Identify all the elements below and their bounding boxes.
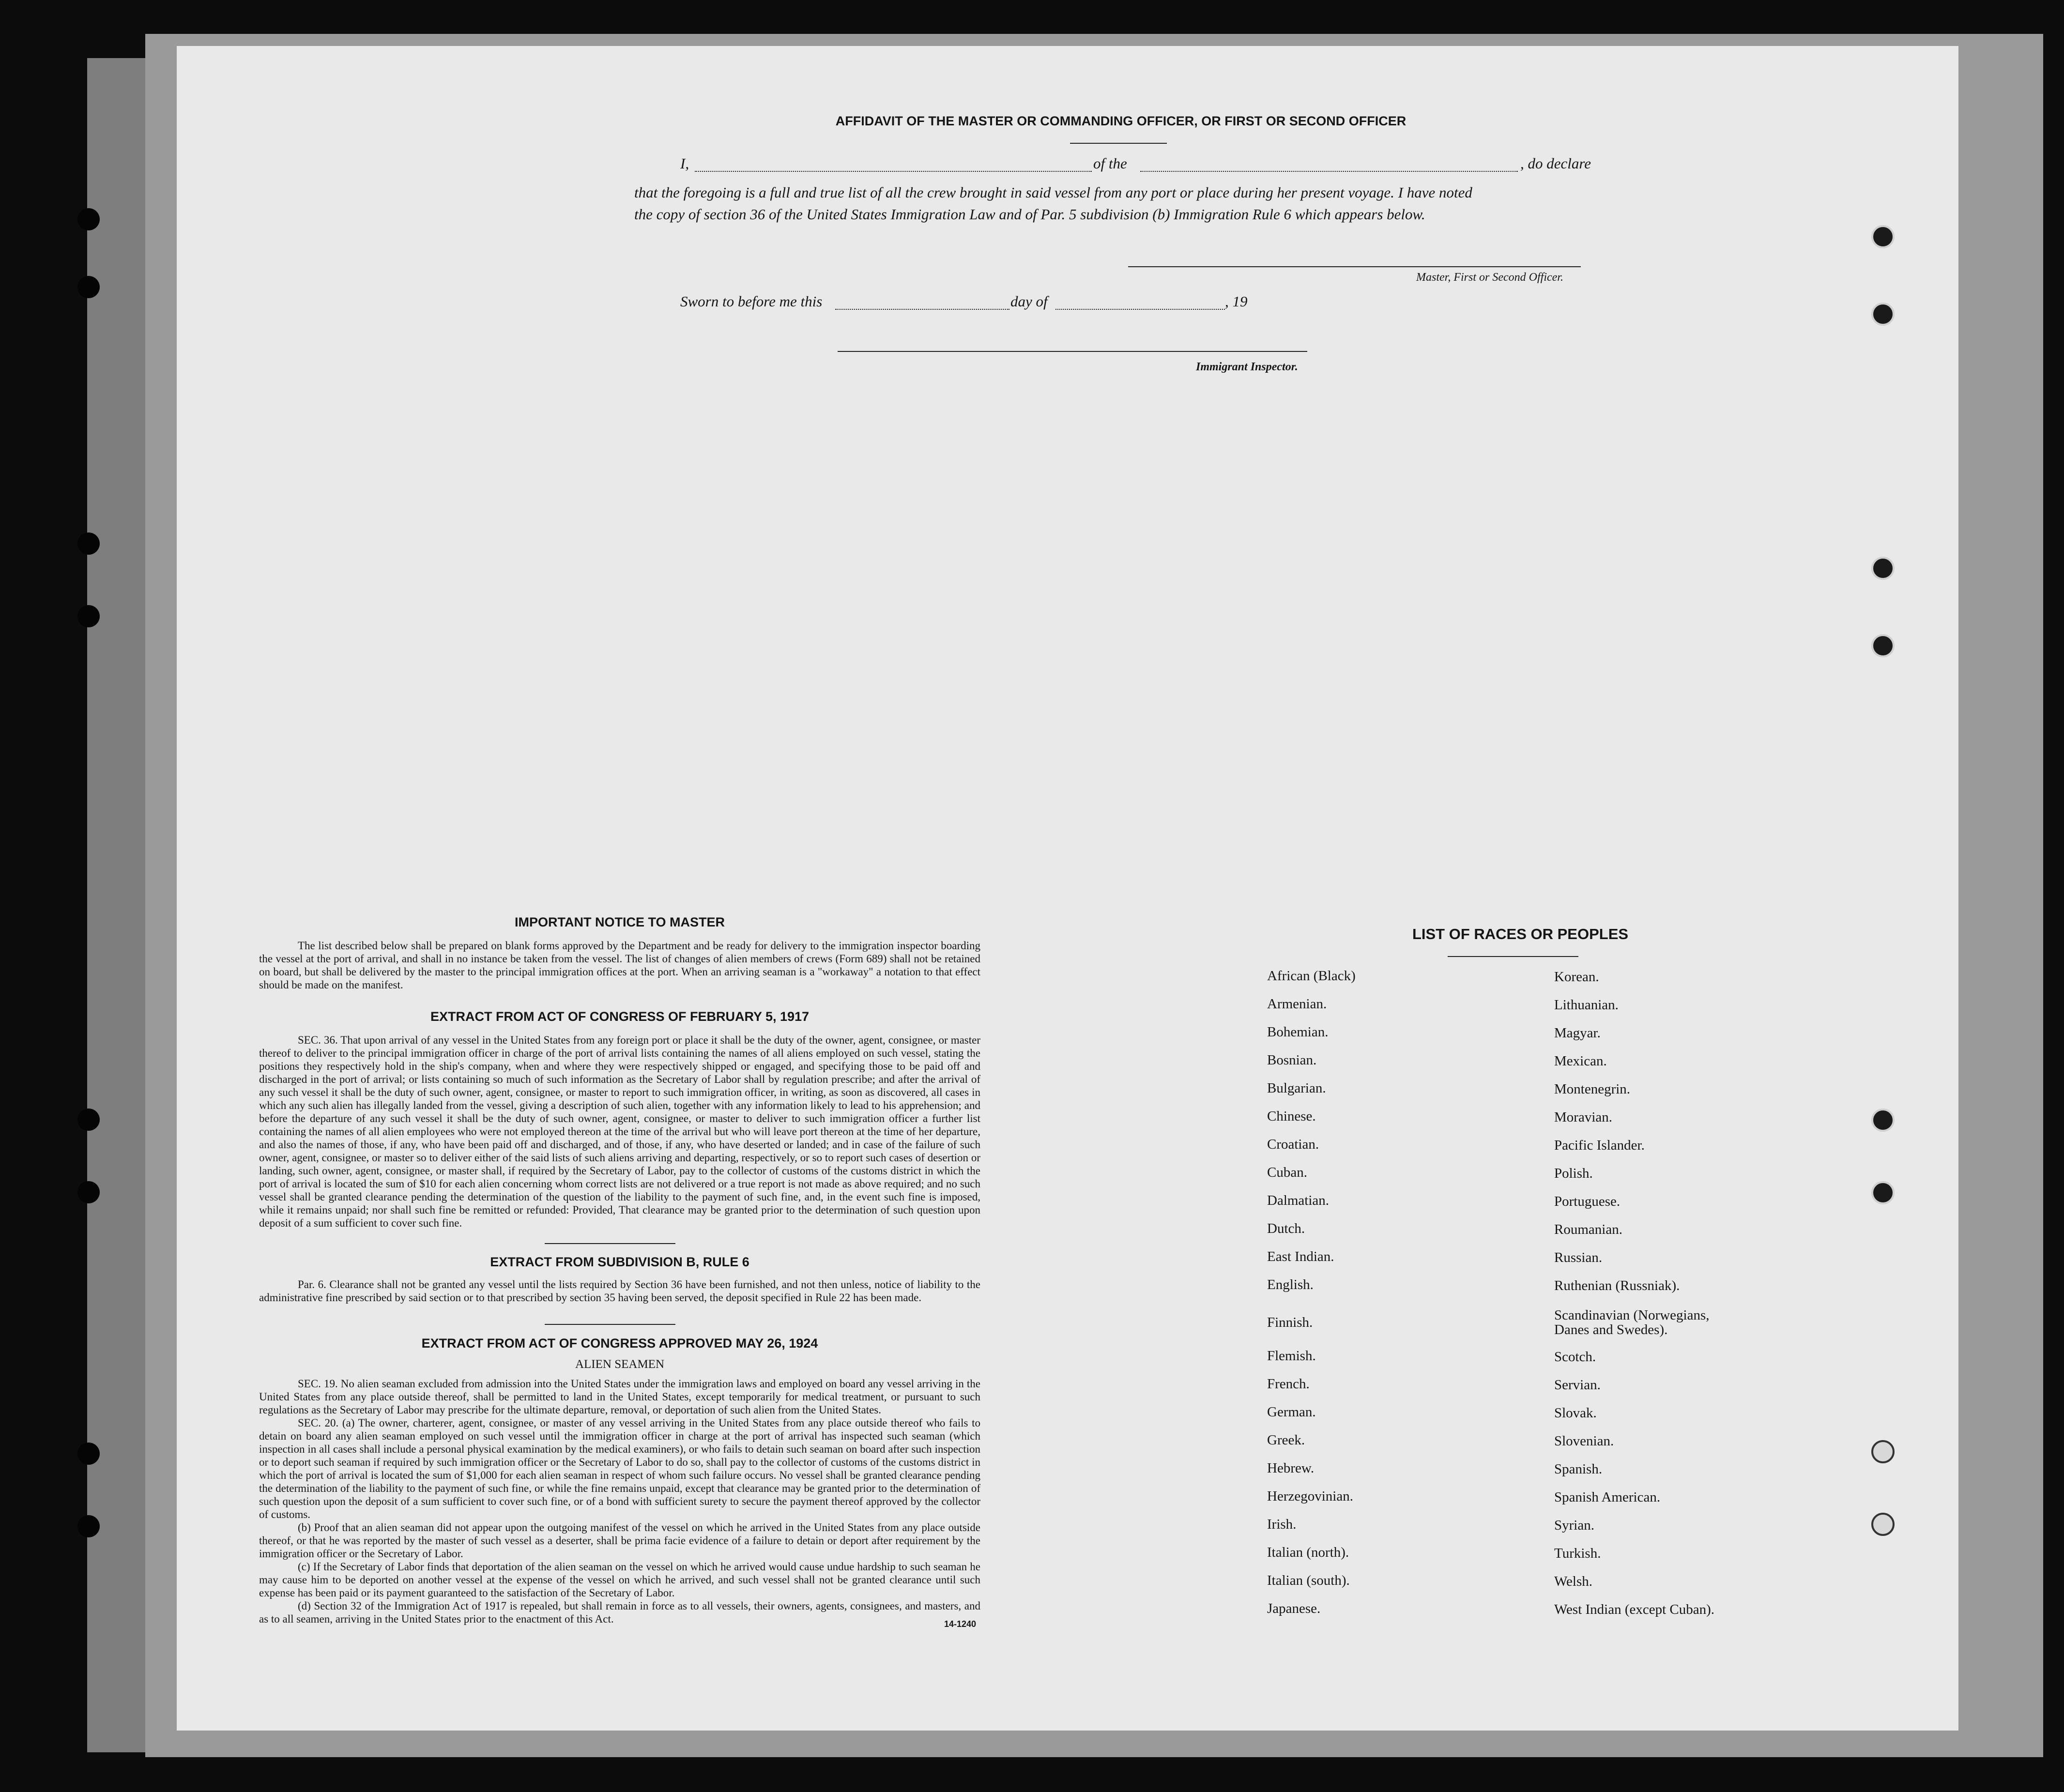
race-item: Spanish American. xyxy=(1554,1489,1661,1505)
notice-title: IMPORTANT NOTICE TO MASTER xyxy=(515,915,725,929)
of-the-label: of the xyxy=(1093,155,1127,172)
sworn-label: Sworn to before me this xyxy=(680,293,823,310)
inspector-label: Immigrant Inspector. xyxy=(1196,361,1298,373)
extract-1924-subtitle: ALIEN SEAMEN xyxy=(575,1358,664,1371)
race-item: Slovak. xyxy=(1554,1405,1597,1421)
extract-1924-p2: SEC. 20. (a) The owner, charterer, agent, consignee, or master of any vessel arriving in the United States from any place outside thereof who fails to detain on board any alien seaman employed on such vessel until the immigration officer in charge at the port of arrival has inspected such seaman (which inspection in all cases shall include a personal physical examination by the medical examiners), or who fails to detain such seaman on board after such inspection or to deport such seaman if required by such immigration officer or the Secretary of Labor to do so, shall pay to the collector of customs of the customs district in which the port of arrival is located the sum of $1,000 for each alien seaman in respect of whom such failure occurs. No vessel shall be granted clearance pending the determination of the liability to the payment of such fine, or while the fine remains unpaid, except that clearance may be granted prior to the determination of such question upon the deposit of a sum sufficient to cover such fine, or of a bond with sufficient surety to secure the payment thereof approved by the collector of customs. xyxy=(259,1417,980,1520)
section-rule xyxy=(545,1324,675,1325)
name-line xyxy=(695,171,1092,172)
race-item: Bohemian. xyxy=(1267,1024,1329,1040)
race-item: Portuguese. xyxy=(1554,1194,1621,1209)
race-item: Cuban. xyxy=(1267,1165,1307,1180)
title-rule xyxy=(1070,143,1167,144)
month-line xyxy=(1055,309,1225,310)
race-item: Turkish. xyxy=(1554,1546,1601,1561)
race-item: Irish. xyxy=(1267,1517,1297,1532)
binder-hole xyxy=(77,1109,100,1131)
binder-hole xyxy=(77,208,100,230)
rule6-text: Par. 6. Clearance shall not be granted any vessel until the lists required by Section 36 have been furnished, and not then unless, notice of liability to the administrative fine prescribed by said section or to that prescribed by section 35 having been served, the deposit specified in Rule 22 has been made. xyxy=(259,1278,980,1304)
race-item: Armenian. xyxy=(1267,996,1327,1012)
vessel-line xyxy=(1140,171,1518,172)
race-item: Scandinavian (Norwegians, Danes and Swedes). xyxy=(1554,1307,1710,1337)
race-item: Flemish. xyxy=(1267,1348,1316,1364)
race-item: Polish. xyxy=(1554,1166,1593,1181)
race-item: Syrian. xyxy=(1554,1518,1594,1533)
races-rule xyxy=(1448,956,1578,957)
extract-1917-text: SEC. 36. That upon arrival of any vessel in the United States from any foreign port or place it shall be the duty of the owner, agent, consignee, or master thereof to deliver to the principal immigration officer in charge of the port of arrival lists containing the names of all aliens employed on such vessel, stating the positions they respectively hold in the ship's company, when and where they were respectively shipped or engaged, and specifying those to be paid off and discharged in the port of arrival; or lists containing so much of such information as the Secretary of Labor shall by regulation prescribe; and after the arrival of any such vessel it shall be the duty of such owner, agent, consignee, or master to report to such immigration officer, in writing, as soon as discovered, all cases in which any such alien has illegally landed from the vessel, giving a description of such alien, together with any information likely to lead to his apprehension; and before the departure of any such vessel it shall be the duty of such owner, agent, consignee, or master to deliver to such immigration officer a further list containing the names of all alien employees who were not employed thereon at the time of the arrival but who will leave port thereon at the time of her departure, and also the names of those, if any, who have been paid off and discharged, and of those, if any, who have deserted or landed; and in case of the failure of such owner, agent, consignee, or master so to deliver either of the said lists of such aliens arriving and departing, respectively, or so to report such cases of desertion or landing, such owner, agent, consignee, or master shall, if required by the Secretary of Labor, pay to the collector of customs of the customs district in which the port of arrival is located the sum of $10 for each alien concerning whom correct lists are not delivered or a true report is not made as above required; and no such vessel shall be granted clearance pending the determination of the question of the liability to the payment of such fine, and, in the event such fine is imposed, while it remains unpaid; nor shall such fine be remitted or refunded: Provided, That clearance may be granted prior to the determination of such question upon deposit of a sum sufficient to cover such fine. xyxy=(259,1034,980,1229)
notice-text: The list described below shall be prepared on blank forms approved by the Department and be ready for delivery to the immigration inspector boarding the vessel at the port of arrival, and shall in no instance be taken from the vessel. The list of changes of alien members of crews (Form 689) shall not be retained on board, but shall be delivered by the master to the principal immigration offices at the port. When an arriving seaman is a "workaway" a notation to that effect should be made on the manifest. xyxy=(259,940,980,991)
race-item: Roumanian. xyxy=(1554,1222,1622,1237)
year-label: , 19 xyxy=(1225,293,1248,310)
race-item: Lithuanian. xyxy=(1554,997,1619,1013)
race-item: Mexican. xyxy=(1554,1053,1607,1069)
ring-hole xyxy=(1871,634,1895,657)
binder-hole xyxy=(77,605,100,627)
race-item: Slovenian. xyxy=(1554,1433,1614,1449)
extract-1924-title: EXTRACT FROM ACT OF CONGRESS APPROVED MAY 26, 1924 xyxy=(421,1336,818,1351)
race-item: Finnish. xyxy=(1267,1315,1313,1330)
races-title: LIST OF RACES OR PEOPLES xyxy=(1412,926,1629,942)
race-item: Scotch. xyxy=(1554,1349,1596,1365)
binder-hole xyxy=(77,276,100,298)
binder-hole xyxy=(77,532,100,555)
i-label: I, xyxy=(680,155,689,172)
race-item: Italian (south). xyxy=(1267,1573,1350,1588)
race-item: Hebrew. xyxy=(1267,1460,1315,1476)
affidavit-line-3: the copy of section 36 of the United States Immigration Law and of Par. 5 subdivision (b) Immigration Rule 6 which appears below. xyxy=(634,206,1425,223)
race-item: English. xyxy=(1267,1277,1314,1292)
extract-1924-p3: (b) Proof that an alien seaman did not appear upon the outgoing manifest of the vessel on which he arrived in the United States from any place outside thereof, or that he was reported by the master of such vessel as a deserter, shall be prima facie evidence of a failure to detain or deport after requirement by the immigration officer or the Secretary of Labor. xyxy=(259,1521,980,1560)
signature-label: Master, First or Second Officer. xyxy=(1416,271,1563,284)
ring-hole xyxy=(1871,1109,1895,1132)
extract-1917-title: EXTRACT FROM ACT OF CONGRESS OF FEBRUARY 5, 1917 xyxy=(430,1009,810,1024)
inspector-line xyxy=(838,351,1307,352)
race-item: Greek. xyxy=(1267,1432,1305,1448)
ring-hole xyxy=(1871,557,1895,580)
race-item: Spanish. xyxy=(1554,1461,1603,1477)
race-item: Herzegovinian. xyxy=(1267,1488,1353,1504)
ring-hole xyxy=(1871,303,1895,326)
extract-1924-p4: (c) If the Secretary of Labor finds that deportation of the alien seaman on the vessel on which he arrived would cause undue hardship to such seaman he may cause him to be deported on another vessel at the expense of the vessel on which he arrived, and such vessel shall not be granted clearance until such expense has been paid or its payment guaranteed to the satisfaction of the Secretary of Labor. xyxy=(259,1561,980,1599)
race-item: Moravian. xyxy=(1554,1109,1612,1125)
ring-hole xyxy=(1871,225,1895,248)
race-item: Bulgarian. xyxy=(1267,1080,1326,1096)
race-item: Japanese. xyxy=(1267,1601,1321,1616)
rule6-title: EXTRACT FROM SUBDIVISION B, RULE 6 xyxy=(490,1255,749,1269)
race-item: Dalmatian. xyxy=(1267,1193,1330,1208)
day-line xyxy=(835,309,1009,310)
affidavit-line-2: that the foregoing is a full and true list of all the crew brought in said vessel from any port or place during her present voyage. I have noted xyxy=(634,184,1472,201)
day-of-label: day of xyxy=(1010,293,1048,310)
affidavit-title: AFFIDAVIT OF THE MASTER OR COMMANDING OFFICER, OR FIRST OR SECOND OFFICER xyxy=(835,114,1407,128)
race-item: French. xyxy=(1267,1376,1310,1392)
binder-hole xyxy=(77,1515,100,1537)
race-item: African (Black) xyxy=(1267,968,1356,984)
race-item: Ruthenian (Russniak). xyxy=(1554,1278,1680,1293)
race-item: East Indian. xyxy=(1267,1249,1334,1264)
manifest-page xyxy=(177,46,1958,1731)
race-item: West Indian (except Cuban). xyxy=(1554,1602,1715,1617)
race-item: Korean. xyxy=(1554,969,1599,985)
signature-line xyxy=(1128,266,1581,267)
race-item: Montenegrin. xyxy=(1554,1081,1631,1097)
race-item: Welsh. xyxy=(1554,1574,1593,1589)
do-declare-label: , do declare xyxy=(1520,155,1591,172)
race-item: Dutch. xyxy=(1267,1221,1305,1236)
ring-hole xyxy=(1871,1181,1895,1204)
race-item: Croatian. xyxy=(1267,1137,1319,1152)
extract-1924-p1: SEC. 19. No alien seaman excluded from admission into the United States under the immigration laws and employed on board any vessel arriving in the United States from any place outside thereof, shall be permitted to land in the United States, except temporarily for medical treatment, or pursuant to such regulations as the Secretary of Labor may prescribe for the ultimate departure, removal, or deportation of such alien from the United States. xyxy=(259,1378,980,1416)
ring-hole xyxy=(1871,1440,1895,1463)
extract-1924-body xyxy=(259,1377,980,1625)
race-item: German. xyxy=(1267,1404,1316,1420)
race-item: Russian. xyxy=(1554,1250,1603,1265)
race-item: Italian (north). xyxy=(1267,1545,1349,1560)
section-rule xyxy=(545,1243,675,1244)
form-number: 14-1240 xyxy=(944,1619,977,1629)
ring-hole xyxy=(1871,1513,1895,1536)
extract-1924-p5: (d) Section 32 of the Immigration Act of 1917 is repealed, but shall remain in force as to all vessels, their owners, agents, consignees, and masters, and as to all seamen, arriving in the United States prior to the enactment of this Act. xyxy=(259,1600,980,1625)
race-item: Chinese. xyxy=(1267,1109,1316,1124)
race-item: Pacific Islander. xyxy=(1554,1138,1645,1153)
race-item: Bosnian. xyxy=(1267,1052,1317,1068)
race-item: Servian. xyxy=(1554,1377,1601,1393)
binder-hole xyxy=(77,1181,100,1203)
binder-hole xyxy=(77,1443,100,1465)
race-item: Magyar. xyxy=(1554,1025,1601,1041)
